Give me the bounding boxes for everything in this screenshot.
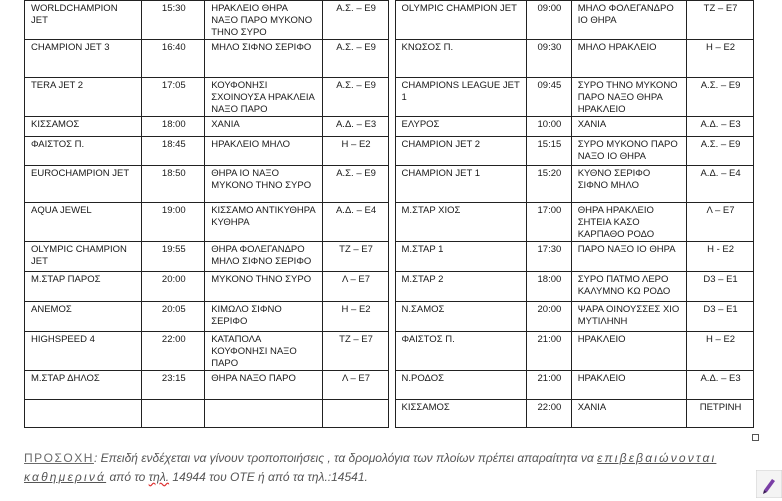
table-row [25,166,754,203]
left-time-cell[interactable]: 15:30 [142,1,205,40]
table-row [25,332,754,371]
left-ship-cell[interactable]: TERA JET 2 [25,78,142,117]
table-row [25,1,754,40]
left-cat-cell[interactable]: Α.Σ. – Ε9 [322,1,389,40]
left-ship-cell[interactable]: OLYMPIC CHAMPION JET [25,242,142,272]
left-route-cell[interactable] [205,400,322,428]
right-cat-cell[interactable]: Η - Ε2 [687,242,754,272]
right-route-cell[interactable]: ΠΑΡΟ ΝΑΞΟ ΙΟ ΘΗΡΑ [571,242,686,272]
right-time-cell[interactable]: 09:45 [527,78,572,117]
notice-text-2: από το [106,470,149,484]
left-ship-cell[interactable] [25,400,142,428]
left-time-cell[interactable]: 18:45 [142,137,205,166]
right-ship-cell[interactable]: ΦΑΙΣΤΟΣ Π. [395,332,527,371]
right-time-cell[interactable]: 18:00 [527,272,572,302]
right-cat-cell[interactable]: Α.Σ. – Ε9 [687,137,754,166]
left-time-cell[interactable]: 18:50 [142,166,205,203]
schedule-rows [25,1,754,428]
right-ship-cell[interactable]: OLYMPIC CHAMPION JET [395,1,527,40]
right-time-cell[interactable]: 09:00 [527,1,572,40]
left-time-cell[interactable]: 23:15 [142,371,205,400]
left-ship-cell[interactable]: AQUA JEWEL [25,203,142,242]
left-cat-cell[interactable]: ΤΖ – Ε7 [322,242,389,272]
right-route-cell[interactable]: ΨΑΡΑ ΟΙΝΟΥΣΣΕΣ ΧΙΟ ΜΥΤΙΛΗΝΗ [571,302,686,332]
table-row [25,40,754,78]
notice-paragraph [24,449,746,487]
table-row [25,78,754,117]
right-route-cell[interactable]: ΗΡΑΚΛΕΙΟ [571,371,686,400]
right-ship-cell[interactable]: Μ.ΣΤΑΡ ΧΙΟΣ [395,203,527,242]
schedule-table-wrap [24,0,754,428]
notice-text-1: : Επειδή ενδέχεται να γίνουν τροποποιήσεις , τα δρομολόγια των πλοίων πρέπει απαραίτητα να [93,451,598,465]
left-ship-cell[interactable]: ΚΙΣΣΑΜΟΣ [25,117,142,137]
left-time-cell[interactable]: 20:00 [142,272,205,302]
table-row [25,117,754,137]
notice-emphasis: επιβεβαιώνονται καθημερινά [24,451,717,484]
table-row [25,371,754,400]
notice-label: ΠΡΟΣΟΧΗ [24,451,94,465]
right-cat-cell[interactable]: D3 – Ε1 [687,272,754,302]
left-time-cell[interactable] [142,400,205,428]
left-cat-cell[interactable]: Λ – Ε7 [322,272,389,302]
left-cat-cell[interactable]: ΤΖ – Ε7 [322,332,389,371]
left-cat-cell[interactable] [322,400,389,428]
notice-phone-prefix: τηλ. [148,470,170,484]
left-route-cell[interactable]: ΚΙΣΣΑΜΟ ΑΝΤΙΚΥΘΗΡΑ ΚΥΘΗΡΑ [205,203,322,242]
left-cat-cell[interactable]: Α.Δ. – Ε4 [322,203,389,242]
ferry-schedule-table [24,0,754,428]
right-route-cell[interactable]: ΜΗΛΟ ΗΡΑΚΛΕΙΟ [571,40,686,78]
right-cat-cell[interactable]: Α.Σ. – Ε9 [687,78,754,117]
table-row [25,137,754,166]
left-cat-cell[interactable]: Η – Ε2 [322,137,389,166]
left-cat-cell[interactable]: Η – Ε2 [322,302,389,332]
right-route-cell[interactable]: ΣΥΡΟ ΤΗΝΟ ΜΥΚΟΝΟ ΠΑΡΟ ΝΑΞΟ ΘΗΡΑ ΗΡΑΚΛΕΙΟ [571,78,686,117]
right-time-cell[interactable]: 10:00 [527,117,572,137]
left-time-cell[interactable]: 17:05 [142,78,205,117]
left-ship-cell[interactable]: ΦΑΙΣΤΟΣ Π. [25,137,142,166]
right-cat-cell[interactable]: Η – Ε2 [687,40,754,78]
left-cat-cell[interactable]: Α.Δ. – Ε3 [322,117,389,137]
left-ship-cell[interactable]: ΑΝΕΜΟΣ [25,302,142,332]
left-margin [0,0,22,501]
right-ship-cell[interactable]: ΕΛΥΡΟΣ [395,117,527,137]
right-time-cell[interactable]: 17:30 [527,242,572,272]
right-route-cell[interactable]: ΚΥΘΝΟ ΣΕΡΙΦΟ ΣΙΦΝΟ ΜΗΛΟ [571,166,686,203]
right-time-cell[interactable]: 20:00 [527,302,572,332]
left-route-cell[interactable]: ΘΗΡΑ ΝΑΞΟ ΠΑΡΟ [205,371,322,400]
left-time-cell[interactable]: 20:05 [142,302,205,332]
left-route-cell[interactable]: ΚΑΤΑΠΟΛΑ ΚΟΥΦΟΝΗΣΙ ΝΑΞΟ ΠΑΡΟ [205,332,322,371]
right-ship-cell[interactable]: Μ.ΣΤΑΡ 2 [395,272,527,302]
left-route-cell[interactable]: ΚΟΥΦΟΝΗΣΙ ΣΧΟΙΝΟΥΣΑ ΗΡΑΚΛΕΙΑ ΝΑΞΟ ΠΑΡΟ [205,78,322,117]
right-ship-cell[interactable]: CHAMPION JET 2 [395,137,527,166]
right-route-cell[interactable]: ΘΗΡΑ ΗΡΑΚΛΕΙΟ ΣΗΤΕΙΑ ΚΑΣΟ ΚΑΡΠΑΘΟ ΡΟΔΟ [571,203,686,242]
pen-icon[interactable] [756,470,782,498]
right-route-cell[interactable]: ΧΑΝΙΑ [571,400,686,428]
left-cat-cell[interactable]: Λ – Ε7 [322,371,389,400]
left-ship-cell[interactable]: Μ.ΣΤΑΡ ΔΗΛΟΣ [25,371,142,400]
left-time-cell[interactable]: 19:00 [142,203,205,242]
left-ship-cell[interactable]: HIGHSPEED 4 [25,332,142,371]
right-cat-cell[interactable]: Η – Ε2 [687,332,754,371]
right-ship-cell[interactable]: Μ.ΣΤΑΡ 1 [395,242,527,272]
left-route-cell[interactable]: ΗΡΑΚΛΕΙΟ ΜΗΛΟ [205,137,322,166]
right-cat-cell[interactable]: Α.Δ. – Ε3 [687,117,754,137]
right-ship-cell[interactable]: Ν.ΣΑΜΟΣ [395,302,527,332]
left-route-cell[interactable]: ΜΗΛΟ ΣΙΦΝΟ ΣΕΡΙΦΟ [205,40,322,78]
left-time-cell[interactable]: 22:00 [142,332,205,371]
right-ship-cell[interactable]: CHAMPION JET 1 [395,166,527,203]
right-ship-cell[interactable]: Ν.ΡΟΔΟΣ [395,371,527,400]
left-time-cell[interactable]: 16:40 [142,40,205,78]
table-row [25,242,754,272]
table-row [25,400,754,428]
table-row [25,203,754,242]
left-route-cell[interactable]: ΘΗΡΑ ΦΟΛΕΓΑΝΔΡΟ ΜΗΛΟ ΣΙΦΝΟ ΣΕΡΙΦΟ [205,242,322,272]
right-cat-cell[interactable]: Α.Δ. – Ε4 [687,166,754,203]
right-time-cell[interactable]: 09:30 [527,40,572,78]
left-time-cell[interactable]: 19:55 [142,242,205,272]
right-time-cell[interactable]: 22:00 [527,400,572,428]
right-cat-cell[interactable]: Λ – Ε7 [687,203,754,242]
left-ship-cell[interactable]: WORLDCHAMPION JET [25,1,142,40]
right-cat-cell[interactable]: ΠΕΤΡΙΝΗ [687,400,754,428]
right-cat-cell[interactable]: ΤΖ – Ε7 [687,1,754,40]
right-route-cell[interactable]: ΜΗΛΟ ΦΟΛΕΓΑΝΔΡΟ ΙΟ ΘΗΡΑ [571,1,686,40]
right-time-cell[interactable]: 21:00 [527,332,572,371]
left-cat-cell[interactable]: Α.Σ. – Ε9 [322,40,389,78]
left-cat-cell[interactable]: Α.Σ. – Ε9 [322,78,389,117]
notice-text-3: 14944 του ΟΤΕ ή από τα τηλ.:14541. [169,470,368,484]
right-cat-cell[interactable]: Α.Δ. – Ε3 [687,371,754,400]
table-resize-handle[interactable] [752,434,759,441]
left-route-cell[interactable]: ΘΗΡΑ ΙΟ ΝΑΞΟ ΜΥΚΟΝΟ ΤΗΝΟ ΣΥΡΟ [205,166,322,203]
left-route-cell[interactable]: ΗΡΑΚΛΕΙΟ ΘΗΡΑ ΝΑΞΟ ΠΑΡΟ ΜΥΚΟΝΟ ΤΗΝΟ ΣΥΡΟ [205,1,322,40]
left-route-cell[interactable]: ΧΑΝΙΑ [205,117,322,137]
right-time-cell[interactable]: 21:00 [527,371,572,400]
right-ship-cell[interactable]: ΚΙΣΣΑΜΟΣ [395,400,527,428]
right-cat-cell[interactable]: D3 – Ε1 [687,302,754,332]
right-route-cell[interactable]: ΣΥΡΟ ΜΥΚΟΝΟ ΠΑΡΟ ΝΑΞΟ ΙΟ ΘΗΡΑ [571,137,686,166]
right-route-cell[interactable]: ΗΡΑΚΛΕΙΟ [571,332,686,371]
left-route-cell[interactable]: ΚΙΜΩΛΟ ΣΙΦΝΟ ΣΕΡΙΦΟ [205,302,322,332]
right-route-cell[interactable]: ΧΑΝΙΑ [571,117,686,137]
left-ship-cell[interactable]: EUROCHAMPION JET [25,166,142,203]
right-route-cell[interactable]: ΣΥΡΟ ΠΑΤΜΟ ΛΕΡΟ ΚΑΛΥΜΝΟ ΚΩ ΡΟΔΟ [571,272,686,302]
left-ship-cell[interactable]: CHAMPION JET 3 [25,40,142,78]
right-time-cell[interactable]: 15:15 [527,137,572,166]
left-ship-cell[interactable]: Μ.ΣΤΑΡ ΠΑΡΟΣ [25,272,142,302]
left-cat-cell[interactable]: Α.Σ. – Ε9 [322,166,389,203]
right-ship-cell[interactable]: CHAMPIONS LEAGUE JET 1 [395,78,527,117]
left-time-cell[interactable]: 18:00 [142,117,205,137]
table-row [25,302,754,332]
table-row [25,272,754,302]
right-ship-cell[interactable]: ΚΝΩΣΟΣ Π. [395,40,527,78]
right-time-cell[interactable]: 17:00 [527,203,572,242]
left-route-cell[interactable]: ΜΥΚΟΝΟ ΤΗΝΟ ΣΥΡΟ [205,272,322,302]
right-time-cell[interactable]: 15:20 [527,166,572,203]
